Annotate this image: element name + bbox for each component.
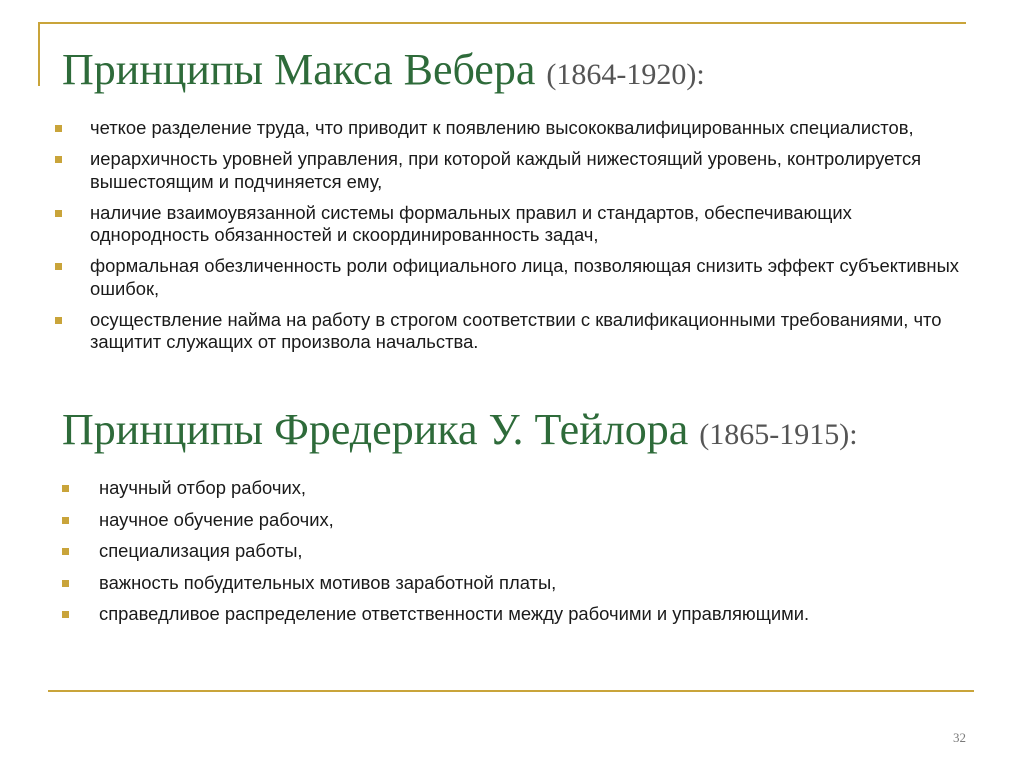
list-item: [99, 569, 859, 596]
page-number: 32: [953, 730, 966, 745]
square-bullet-icon: [55, 317, 62, 324]
list-item: [99, 506, 859, 533]
list-item-text: четкое разделение труда, что приводит к появлению высококвалифицированных специалистов,: [90, 117, 914, 138]
square-bullet-icon: [62, 485, 69, 492]
square-bullet-icon: [62, 517, 69, 524]
taylor-title: Принципы Фредерика У. Тейлора: [62, 405, 689, 454]
list-item: [90, 117, 970, 140]
square-bullet-icon: [55, 210, 62, 217]
list-item: [99, 600, 859, 627]
bottom-rule: [48, 690, 974, 692]
taylor-heading: [62, 404, 858, 455]
weber-heading: [62, 44, 705, 95]
list-item: [90, 255, 970, 300]
list-item: [99, 474, 859, 501]
square-bullet-icon: [55, 263, 62, 270]
list-item-text: научный отбор рабочих,: [99, 477, 307, 498]
list-item-text: иерархичность уровней управления, при которой каждый нижестоящий уровень, контролируется вышестоящим и подчиняется ему,: [90, 148, 922, 192]
list-item: [90, 148, 970, 193]
weber-principles-list: [90, 117, 970, 362]
list-item-text: специализация работы,: [99, 540, 303, 561]
left-rule: [38, 22, 40, 86]
list-item: [99, 537, 859, 564]
square-bullet-icon: [55, 156, 62, 163]
list-item-text: формальная обезличенность роли официального лица, позволяющая снизить эффект субъективных ошибок,: [90, 255, 959, 299]
square-bullet-icon: [62, 611, 69, 618]
list-item-text: важность побудительных мотивов заработной платы,: [99, 571, 557, 593]
list-item-text: научное обучение рабочих,: [99, 508, 334, 530]
taylor-principles-list: [99, 474, 859, 632]
list-item-text: справедливое распределение ответственности между рабочими и управляющими.: [99, 603, 810, 624]
list-item: [90, 309, 970, 354]
square-bullet-icon: [62, 580, 69, 587]
list-item-text: наличие взаимоувязанной системы формальных правил и стандартов, обеспечивающих однородность обязанностей и скоординированность задач,: [90, 201, 852, 245]
weber-title: Принципы Макса Вебера: [62, 45, 536, 94]
top-rule: [38, 22, 966, 24]
taylor-years: (1865-1915):: [699, 418, 858, 451]
square-bullet-icon: [55, 125, 62, 132]
square-bullet-icon: [62, 548, 69, 555]
list-item: [90, 202, 970, 247]
list-item-text: осуществление найма на работу в строгом соответствии с квалификационными требованиями, что защитит служащих от произвола начальства.: [90, 308, 942, 352]
weber-years: (1864-1920):: [546, 58, 705, 91]
